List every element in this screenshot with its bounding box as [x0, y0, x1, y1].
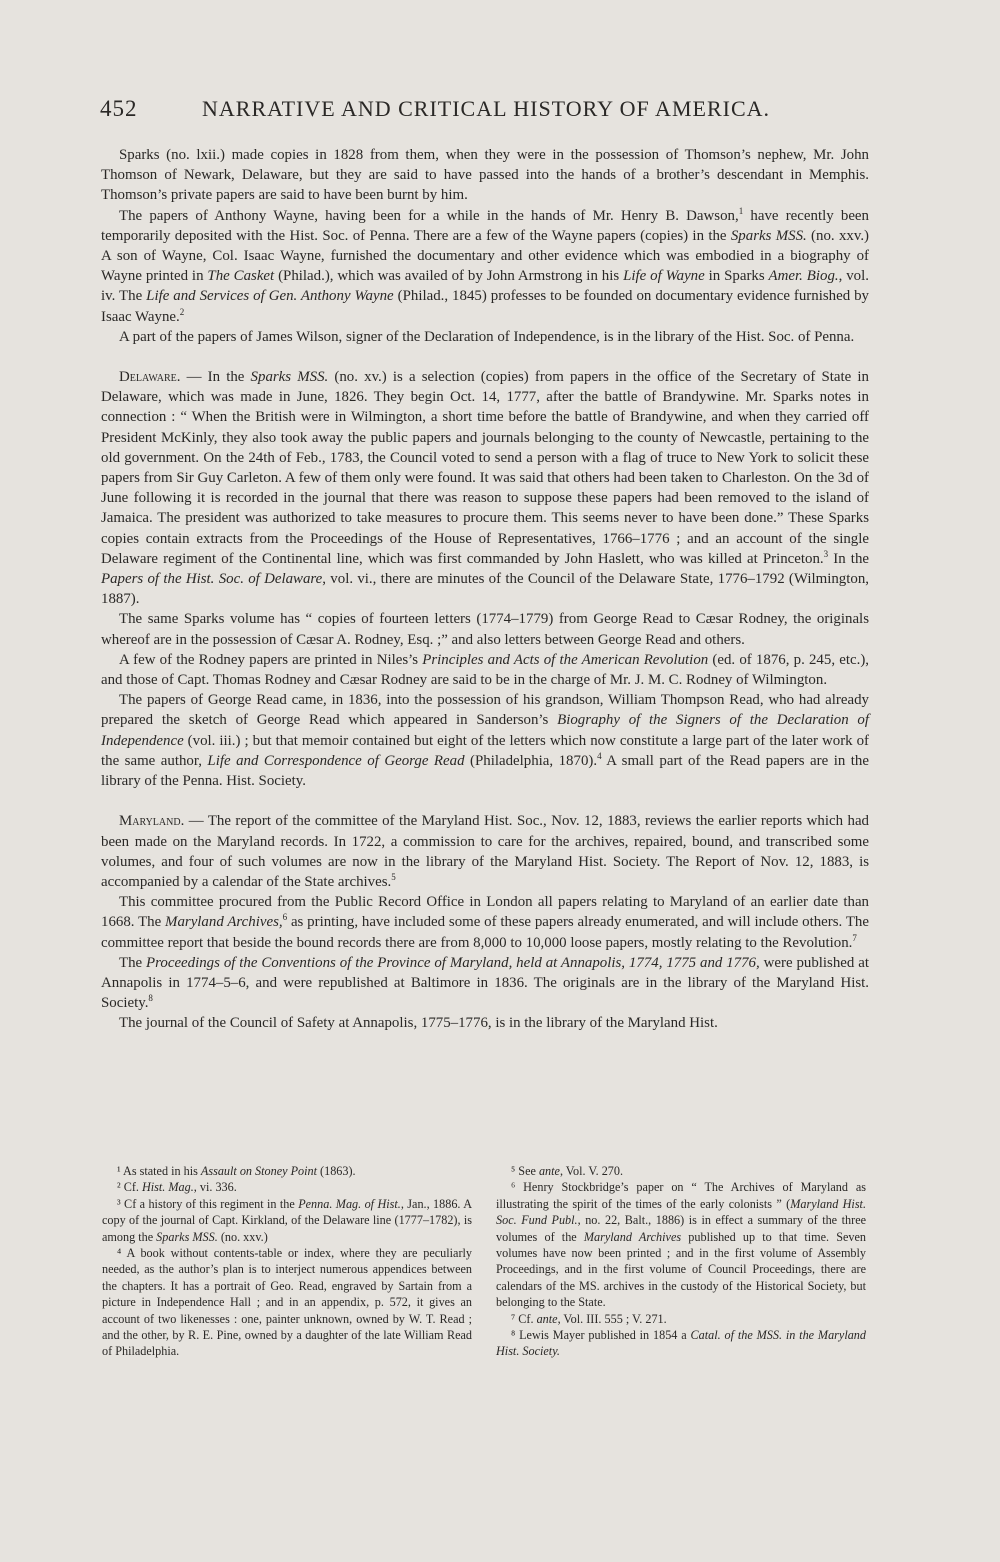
footnote-ref-8: 8: [148, 993, 153, 1004]
footnote-ref-2: 2: [179, 306, 185, 317]
paragraph-council-of-safety: The journal of the Council of Safety at Annapolis, 1775–1776, is in the library of the Maryland Hist.: [119, 1015, 718, 1032]
footnote-7: ⁷ Cf. ante, Vol. III. 555 ; V. 271.: [511, 1311, 667, 1326]
paragraph-read-papers: The papers of George Read came, in 1836, into the possession of his grandson, William Thompson Read, who had already prepared the sketch of George Read which appeared in Sanderson’s Biography of the Signers of the Declaration of Independence (vol. iii.) ; but that memoir contained but eight of the letters which now constitute a large part of the later work of the same author, Life and Correspondence of George Read (Philadelphia, 1870).$^4$ A small part of the Read papers are in the library of the Penna. Hist. Society.: [101, 692, 870, 790]
footnote-1: ¹ As stated in his Assault on Stoney Point (1863).: [117, 1164, 356, 1178]
section-maryland: Maryland. — The report of the committee of the Maryland Hist. Soc., Nov. 12, 1883, reviews the earlier reports which had been made on the Maryland records. In 1722, a commission to care for the archives, repaired, bound, and transcribed some volumes, and four of such volumes are now in the library of the Maryland Hist. Society. The Report of Nov. 12, 1883, is accompanied by a calendar of the State archives.$^5$: [101, 813, 869, 890]
section-heading-delaware: Delaware.: [119, 369, 181, 386]
footnotes-right-column: [496, 1163, 866, 1360]
footnote-3: ³ Cf a history of this regiment in the Penna. Mag. of Hist., Jan., 1886. A copy of the journal of Capt. Kirkland, of the Delaware line (1777–1782), is among the Sparks MSS. (no. xxv.): [102, 1196, 472, 1244]
footnote-ref-3: 3: [823, 548, 829, 559]
paragraph-proceedings: The Proceedings of the Conventions of the Province of Maryland, held at Annapolis, 1774, 1775 and 1776, were published at Annapolis in 1774–5–6, and were republished at Baltimore in 1836. The originals are in the library of the Maryland Hist. Society.$^8$: [101, 954, 869, 1012]
paragraph-thomson-papers: Sparks (no. lxii.) made copies in 1828 from them, when they were in the possession of Thomson’s nephew, Mr. John Thomson of Newark, Delaware, but they are said to have passed into the hands of a brother’s descendant in Memphis. Thomson’s private papers are said to have been burnt by him.: [101, 147, 869, 204]
footnote-ref-1: 1: [738, 205, 744, 216]
section-heading-maryland: Maryland.: [119, 813, 185, 830]
paragraph-read-letters: The same Sparks volume has “ copies of fourteen letters (1774–1779) from George Read to Cæsar Rodney, the originals whereof are in the possession of Cæsar A. Rodney, Esq. ;” and also letters between George Read and others.: [101, 611, 869, 648]
page-number: 452: [100, 96, 138, 121]
footnote-4: ⁴ A book without contents-table or index, where they are peculiarly needed, as the author’s plan is to interject numerous appendices between the chapters. It has a portrait of Geo. Read, engraved by Sartain from a picture in Independence Hall ; and in an appendix, p. 572, it gives an account of two likenesses : one, painter unknown, owned by W. T. Read ; and the other, by R. E. Pine, owned by a daughter of the late William Read of Philadelphia.: [102, 1246, 472, 1359]
paragraph-wayne-papers: The papers of Anthony Wayne, having been for a while in the hands of Mr. Henry B. Dawson,$^1$ have recently been temporarily deposited with the Hist. Soc. of Penna. There are a few of the Wayne papers (copies) in the Sparks MSS. (no. xxv.) A son of Wayne, Col. Isaac Wayne, furnished the documentary and other evidence which was embodied in a biography of Wayne printed in The Casket (Philad.), which was availed of by John Armstrong in his Life of Wayne in Sparks Amer. Biog., vol. iv. The Life and Services of Gen. Anthony Wayne (Philad., 1845) professes to be founded on documentary evidence furnished by Isaac Wayne.$^2$: [101, 205, 869, 325]
footnote-6: ⁶ Henry Stockbridge’s paper on “ The Archives of Maryland as illustrating the spirit of the times of the early colonists ” (Maryland Hist. Soc. Fund Publ., no. 22, Balt., 1886) is in effect a summary of the three volumes of the Maryland Archives published up to that time. Seven volumes have now been printed ; and in the first volume of Assembly Proceedings, and in the first volume of Council Proceedings, there are calendars of the MS. archives in the custody of the Historical Society, but belonging to the State.: [496, 1180, 867, 1310]
running-title: NARRATIVE AND CRITICAL HISTORY OF AMERICA.: [202, 96, 771, 121]
footnote-ref-6: 6: [282, 912, 288, 923]
footnote-ref-5: 5: [391, 871, 396, 882]
footnotes-left-column: [102, 1163, 472, 1360]
footnote-2: ² Cf. Hist. Mag., vi. 336.: [117, 1180, 237, 1195]
paragraph-rodney-papers: A few of the Rodney papers are printed in Niles’s Principles and Acts of the American Revolution (ed. of 1876, p. 245, etc.), and those of Capt. Thomas Rodney and Cæsar Rodney are said to be in the charge of Mr. J. M. C. Rodney of Wilmington.: [101, 651, 869, 689]
footnote-ref-7: 7: [852, 932, 857, 943]
main-text: [101, 145, 869, 1034]
section-delaware: Delaware. — In the Sparks MSS. (no. xv.) is a selection (copies) from papers in the office of the Secretary of State in Delaware, which was made in June, 1826. They begin Oct. 14, 1777, after the battle of Brandywine. Mr. Sparks notes in connection : “ When the British were in Wilmington, a short time before the battle of Brandywine, and when they carried off President McKinly, they also took away the public papers and journals belonging to the county of Newcastle, pertaining to the old government. On the 24th of Feb., 1783, the Council voted to send a person with a flag of truce to New York to solicit these papers from Sir Guy Carleton. A few of them only were found. It was said that others had been taken to Charleston. On the 3d of June following it is recorded in the journal that there was reason to suppose these papers had been removed to the island of Jamaica. The president was authorized to take measures to procure them. This seems never to have been done.” These Sparks copies contain extracts from the Proceedings of the House of Representatives, 1766–1776 ; and an account of the single Delaware regiment of the Continental line, which was first commanded by John Haslett, who was killed at Princeton.$^3$ In the Papers of the Hist. Soc. of Delaware, vol. vi., there are minutes of the Council of the Delaware State, 1776–1792 (Wilmington, 1887).: [101, 369, 869, 608]
footnote-ref-4: 4: [597, 750, 602, 761]
paragraph-wilson-papers: A part of the papers of James Wilson, signer of the Declaration of Independence, is in the library of the Hist. Soc. of Penna.: [119, 328, 855, 345]
running-header: [100, 96, 780, 126]
footnote-5: ⁵ See ante, Vol. V. 270.: [511, 1164, 624, 1178]
paragraph-public-record-office: This committee procured from the Public Record Office in London all papers relating to Maryland of an earlier date than 1668. The Maryland Archives,$^6$ as printing, have included some of these papers already enumerated, and will include others. The committee report that beside the bound records there are from 8,000 to 10,000 loose papers, mostly relating to the Revolution.$^7$: [101, 894, 869, 951]
footnote-8: ⁸ Lewis Mayer published in 1854 a Catal. of the MSS. in the Maryland Hist. Society.: [496, 1328, 866, 1359]
